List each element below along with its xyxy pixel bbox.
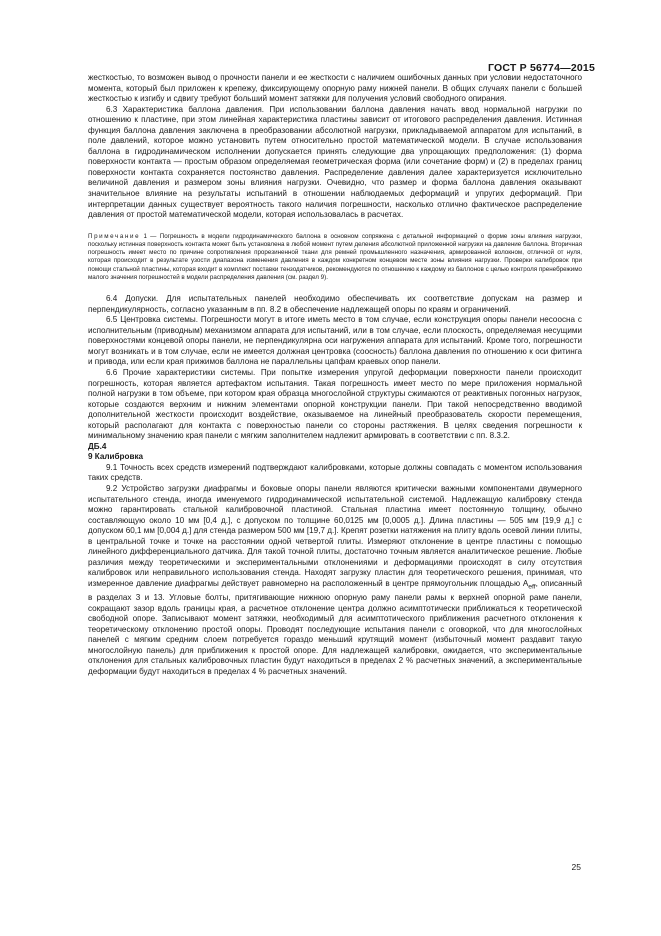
paragraph-continuation: жесткостью, то возможен вывод о прочности панели и ее жесткости с наличием ошибочных данных при условии недостаточного момента, который был приложен к крепежу, фиксирующему опорную раму нижней панели. В общих случаях панели с большей жесткостью к изгибу и сдвигу требуют больший момент затяжки для получения условий свободного опирания. <box>88 73 582 104</box>
note-text: 1 — Погрешность в модели гидродинамического баллона в основном сопряжена с детальной информацией о форме зоны влияния нагрузки, поскольку истинная поверхность контакта может быть установлена в любой момент путем деления абсолютной приложенной нагрузки на давление баллона. Вторичная погрешность имеет место по причине сопротивления прорезиненной ткани для ремней промышленного назначения, армированной волокном, отличной от нуля, которая происходит в результате узости диапазона изменения давления в каждом конкретном концевом месте зоны влияния нагрузки. Проверки калибровок при помощи стальной пластины, которая входит в комплект поставки тензодатчиков, рекомендуются по отношению к каждому из баллонов с целью контроля пренебрежимо малого значения погрешностей в модели распределения давления (см. раздел 9). <box>88 232 582 281</box>
paragraph-9-1: 9.1 Точность всех средств измерений подтверждают калибровками, которые должны совпадать с моментом использования таких средств. <box>88 462 582 483</box>
paragraph-6-6: 6.6 Прочие характеристики системы. При попытке измерения упругой деформации поверхности панели происходит погрешность, которая является артефактом испытания. Такая погрешность имеет место по мере приложения нормальной полной нагрузки в том объеме, при котором края образца многослойной структуры сжимаются от реактивных погонных нагрузок, которые создаются верхним и нижним элементами опорной конструкции панели. При такой непосредственно вводимой дополнительной жесткости происходит воздействие, оказываемое на линейный преобразователь скорости перемещения, который располагают для контакта с поверхностью панели со стороны растяжения. В целях сведения погрешности к минимальному значению края панели с мягким заполнителем надлежит армировать в соответствии с пп. 8.3.2. <box>88 367 582 441</box>
paragraph-9-2 <box>88 484 582 677</box>
paragraph-9-2-tail: , описанный в разделах 3 и 13. Угловые болты, притягивающие нижнюю опорную раму панели рамы к верхней опорной раме панели, сокращают зазор вдоль границы края, а расчетное отклонение центра должно асимптотически приближаться к теоретической свободной опоре. Записывают момент затяжки, необходимый для асимптотического приближения расчетного отклонения к теоретическому отклонению простой опоры. Проводят последующие испытания панели с оговоркой, что для многослойных панелей с мягким средним слоем потребуется гораздо меньший крутящий момент (избыточный момент раздавит такую многослойную панель) для приближения к простой опоре. Для надлежащей калибровки, ожидается, что экспериментальные отклонения для стальных калибровочных пластин будут находиться в пределах 2 % расчетных значений, а экспериментальные деформации будут находиться в пределах 4 % расчетных значений. <box>88 578 582 676</box>
page-body <box>88 73 582 677</box>
document-code: ГОСТ Р 56774—2015 <box>487 62 595 74</box>
appendix-heading: ДБ.4 <box>88 441 107 451</box>
paragraph-9-2-text: 9.2 Устройство загрузки диафрагмы и боковые опоры панели являются критически важными компонентами двумерного испытательного стенда, иногда именуемого гидродинамической испытательной системой. Надлежащую калибровку стенда можно гарантировать стальной калибровочной пластиной. Стальная пластина имеет постоянную толщину, обычно составляющую около 10 мм [0,4 д.], с допуском по толщине 60,0125 мм [0,0005 д.]. Длина пластины — 505 мм [19,9 д.] с допуском 60,1 мм [0,004 д.] для стенда размером 500 мм [19,7 д.]. Крепят розетки натяжения на плиту вдоль осевой линии плиты, в центральной точке и точке на расстоянии одной четвертой плиты. Измеряют отклонение в центре пластины с помощью линейного дифференциального датчика. Для такой точной плиты, достаточно точным является аналитическое решение. Любые различия между теоретическими и экспериментальными отклонениями и деформациями происходят в силу отсутствия калибровок или неправильного использования стенда. Находят загрузку пластин для теоретического решения, принимая, что измеренное давление диафрагмы действует равномерно на расположенный в центре прямоугольник площадью A <box>88 484 582 588</box>
paragraph-6-4: 6.4 Допуски. Для испытательных панелей необходимо обеспечивать их соответствие допускам на размер и перпендикулярность, согласно указанным в пп. 8.2 в обеспечение надлежащей опоры по краям и ограничений. <box>88 294 582 314</box>
page-number: 25 <box>571 862 581 872</box>
note-1 <box>88 233 582 283</box>
paragraph-6-5: 6.5 Центровка системы. Погрешности могут в итоге иметь место в том случае, если конструкция опоры панели несоосна с исполнительным (приводным) механизмом аппарата для испытаний, или в том случае, если плоскость, определяемая несущими поверхностями концевой опоры панели, не перпендикулярна оси нагружения аппарата для испытаний. Кроме того, погрешности могут возникать и в том случае, если не имеется должная центровка (соосность) баллона давления по отношению к оси фитинга и привода, или если края прижимов баллона не параллельны цапфам краевых опор панели. <box>88 315 582 367</box>
section-heading-calibration: 9 Калибровка <box>88 452 144 462</box>
note-label: Примечание <box>88 232 141 240</box>
paragraph-6-3: 6.3 Характеристика баллона давления. При использовании баллона давления начать ввод нормальной нагрузки по отношению к пластине, при этом линейная характеристика пластины зависит от итогового распределения давления. Истинная функция баллона давления заключена в преобразовании абсолютной нагрузки, прикладываемой аппаратом для испытаний, в поле давлений, которое можно установить путем относительно простой математической модели. В случае использования баллона в гидродинамическом исполнении допускается принять следующие два упрощающих предположения: (1) форма поверхности контакта — простым образом определяемая геометрическая форма (или сочетание форм) и (2) в пределах границ поверхности контакта сохраняется постоянство давления. Распределение давления далее характеризуется исключительно величиной давления и размером зоны влияния нагрузки. Очевидно, что размер и форма баллона давления оказывают значительное влияние на результаты испытаний в отношении наблюдаемых деформаций и упругих деформаций. При интерпретации данных существует вероятность такого наличия погрешности, насколько отлично фактическое распределение давления от простой математической модели, которая использовалась в расчетах. <box>88 104 582 220</box>
subscript-eff: eff <box>528 583 536 591</box>
